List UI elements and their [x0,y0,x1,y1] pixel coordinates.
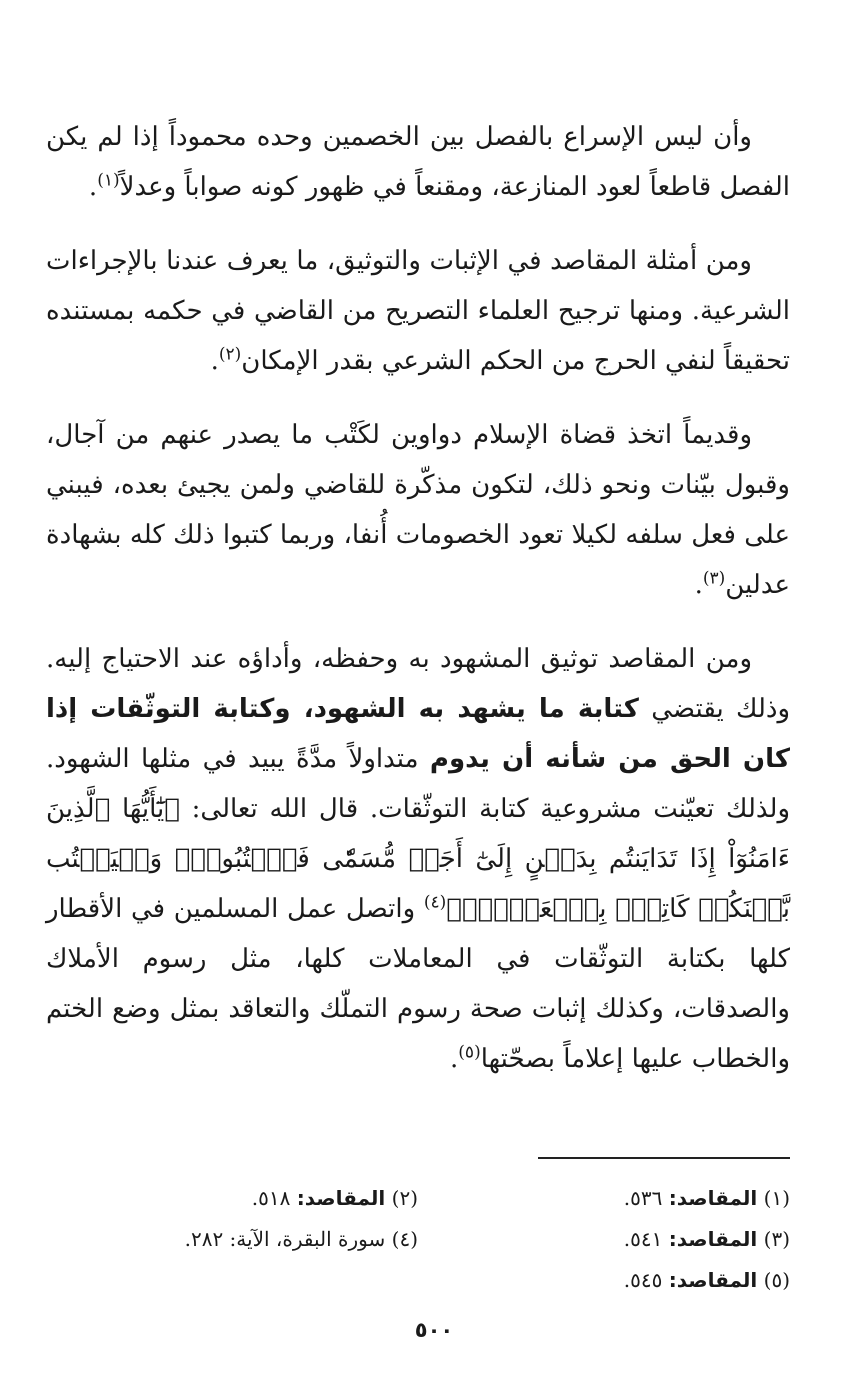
footnote-number: (٥) [763,1268,790,1292]
paragraph-text: ومن أمثلة المقاصد في الإثبات والتوثيق، ما يعرف عندنا بالإجراءات الشرعية. ومنها ترجيح العلماء التصريح من القاضي في حكمه بمستنده تحقيقاً لنفي الحرج من الحكم الشرعي بقدر الإمكان [46,246,790,376]
footnote-ref-2[interactable]: (٢) [218,344,242,365]
footnote-number: (٣) [763,1227,790,1251]
period: . [694,570,703,600]
footnote-4 [46,1219,418,1260]
period: . [450,1044,459,1074]
footnote-separator [538,1157,790,1159]
paragraph-text: واتصل عمل المسلمين في الأقطار كلها بكتابة التوثّقات في المعاملات كلها، مثل رسوم الأملاك والصدقات، وكذلك إثبات صحة رسوم التملّك والتعاقد بمثل وضع الختم والخطاب عليها إعلاماً بصحّتها [46,894,790,1074]
footnote-2 [46,1178,418,1219]
footnote-row [46,1219,790,1260]
footnote-ref-1[interactable]: (١) [97,170,120,191]
footnote-number: (٤) [391,1227,418,1251]
footnotes [46,1178,790,1301]
footnote-ref-4[interactable]: (٤) [423,892,447,913]
paragraph-2 [46,236,790,386]
footnote-source: المقاصد: [668,1227,758,1251]
period: . [210,346,219,376]
page-body [46,112,790,1108]
bold-text: كتابة ما يشهد به الشهود، وكتابة التوثّقات إذا كان الحق من شأنه أن يدوم [46,694,791,774]
footnote-ref-3[interactable]: (٣) [702,568,726,589]
footnote-3 [418,1219,790,1260]
paragraph-text: ومن المقاصد توثيق المشهود به وحفظه، وأداؤه عند الاحتياج إليه. وذلك يقتضي [46,644,791,724]
footnote-source: المقاصد: [668,1186,758,1210]
quran-verse: ﴿يَٰٓأَيُّهَا ٱلَّذِينَ ءَامَنُوٓاْ إِذَا تَدَايَنتُم بِدَيۡنٍ إِلَىٰٓ أَجَلٖ مُّسَمّٗى فَٱكۡتُبُوهُۚ وَلۡيَكۡتُب بَّيۡنَكُمۡ كَاتِبُۢ بِٱلۡعَدۡلِۚ﴾ [46,794,790,924]
footnote-number: (٢) [391,1186,418,1210]
period: . [88,172,98,202]
footnote-value: ٥٣٦. [623,1186,663,1210]
footnote-5 [418,1260,790,1301]
page-number: ٥٠٠ [414,1318,454,1342]
footnote-ref-5[interactable]: (٥) [458,1042,481,1063]
footnote-row [46,1260,790,1301]
paragraph-3 [46,410,790,610]
footnote-row [46,1178,790,1219]
footnote-1 [418,1178,790,1219]
paragraph-text: وأن ليس الإسراع بالفصل بين الخصمين وحده محموداً إذا لم يكن الفصل قاطعاً لعود المنازعة، ومقنعاً في ظهور كونه صواباً وعدلاً [46,122,790,202]
paragraph-text: وقديماً اتخذ قضاة الإسلام دواوين لكَتْب ما يصدر عنهم من آجال، وقبول بيّنات ونحو ذلك، لتكون مذكّرة للقاضي ولمن يجيئ بعده، فيبني على فعل سلفه لكيلا تعود الخصومات أُنفا، وربما كتبوا ذلك كله بشهادة عدلين [46,420,790,600]
footnote-source: المقاصد: [296,1186,386,1210]
paragraph-text: متداولاً مدَّةً يبيد في مثلها الشهود. ولذلك تعيّنت مشروعية كتابة التوثّقات. قال الله تعالى: [46,744,791,824]
paragraph-4 [46,634,790,1084]
footnote-value: ٥١٨. [251,1186,291,1210]
footnote-source: المقاصد: [668,1268,758,1292]
paragraph-1 [46,112,790,212]
footnote-number: (١) [763,1186,790,1210]
footnote-value: ٥٤٥. [623,1268,663,1292]
footnote-value: ٥٤١. [623,1227,663,1251]
footnote-text: سورة البقرة، الآية: ٢٨٢. [184,1227,386,1251]
